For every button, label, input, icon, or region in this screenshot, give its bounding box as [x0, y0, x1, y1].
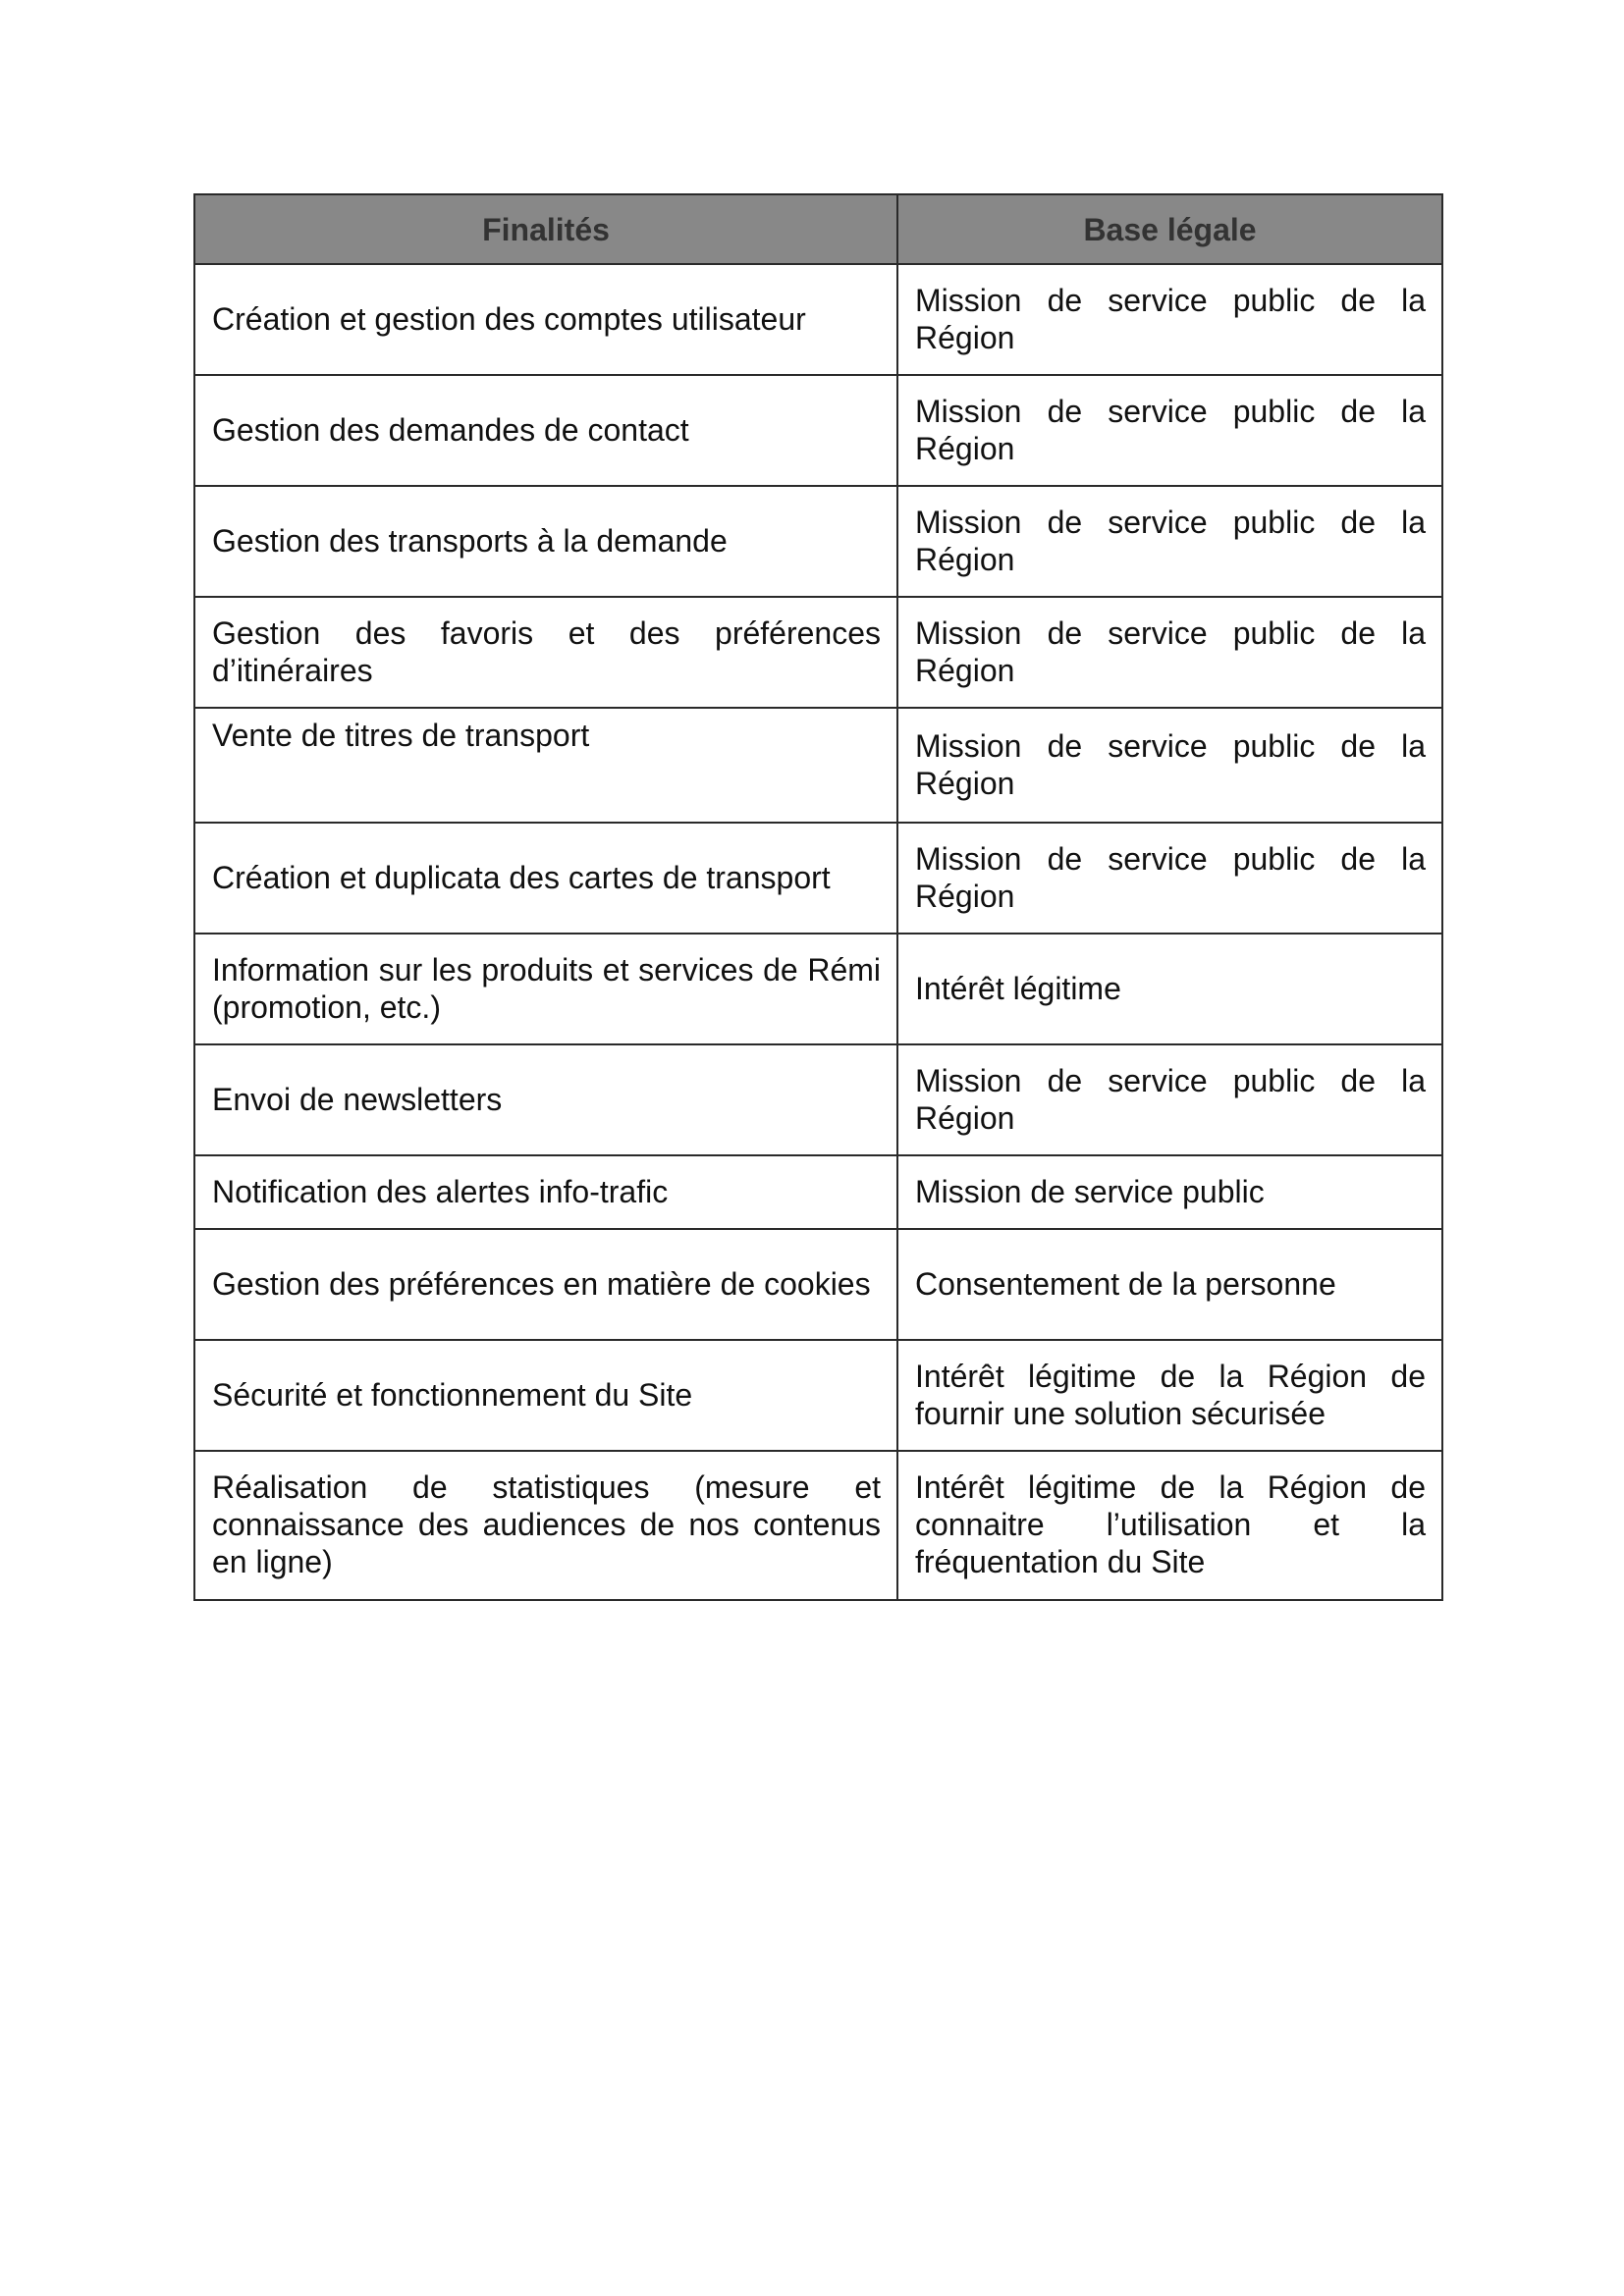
- table-row: [194, 1155, 1442, 1229]
- table-row: [194, 708, 1442, 823]
- legal-basis-cell: Mission de service public de la Région: [897, 1044, 1442, 1155]
- legal-basis-cell: Mission de service public de la Région: [897, 597, 1442, 708]
- purposes-legal-basis-table: [193, 193, 1443, 1601]
- table-row: [194, 486, 1442, 597]
- table-row: [194, 1340, 1442, 1451]
- purpose-cell: Gestion des favoris et des préférences d’itinéraires: [194, 597, 897, 708]
- table-row: [194, 597, 1442, 708]
- purpose-cell: Gestion des préférences en matière de cookies: [194, 1229, 897, 1340]
- table-header-row: [194, 194, 1442, 264]
- legal-basis-cell: Mission de service public de la Région: [897, 823, 1442, 934]
- legal-basis-cell: Mission de service public de la Région: [897, 708, 1442, 823]
- table-row: [194, 264, 1442, 375]
- purpose-cell: Vente de titres de transport: [194, 708, 897, 823]
- legal-basis-cell: Mission de service public de la Région: [897, 486, 1442, 597]
- purpose-cell: Information sur les produits et services de Rémi (promotion, etc.): [194, 934, 897, 1044]
- legal-basis-cell: Mission de service public de la Région: [897, 264, 1442, 375]
- purpose-cell: Gestion des demandes de contact: [194, 375, 897, 486]
- purpose-cell: Réalisation de statistiques (mesure et connaissance des audiences de nos contenus en ligne): [194, 1451, 897, 1600]
- table-row: [194, 1229, 1442, 1340]
- purpose-cell: Notification des alertes info-trafic: [194, 1155, 897, 1229]
- purpose-cell: Sécurité et fonctionnement du Site: [194, 1340, 897, 1451]
- table-row: [194, 375, 1442, 486]
- legal-basis-cell: Intérêt légitime de la Région de fournir une solution sécurisée: [897, 1340, 1442, 1451]
- table-row: [194, 823, 1442, 934]
- header-legal-basis: Base légale: [897, 194, 1442, 264]
- table-row: [194, 1044, 1442, 1155]
- legal-basis-cell: Mission de service public: [897, 1155, 1442, 1229]
- purpose-cell: Création et duplicata des cartes de transport: [194, 823, 897, 934]
- legal-basis-cell: Mission de service public de la Région: [897, 375, 1442, 486]
- purpose-cell: Création et gestion des comptes utilisateur: [194, 264, 897, 375]
- legal-basis-cell: Consentement de la personne: [897, 1229, 1442, 1340]
- legal-basis-cell: Intérêt légitime: [897, 934, 1442, 1044]
- purpose-cell: Gestion des transports à la demande: [194, 486, 897, 597]
- header-purposes: Finalités: [194, 194, 897, 264]
- legal-basis-cell: Intérêt légitime de la Région de connaitre l’utilisation et la fréquentation du Site: [897, 1451, 1442, 1600]
- table-row: [194, 934, 1442, 1044]
- purpose-cell: Envoi de newsletters: [194, 1044, 897, 1155]
- table-row: [194, 1451, 1442, 1600]
